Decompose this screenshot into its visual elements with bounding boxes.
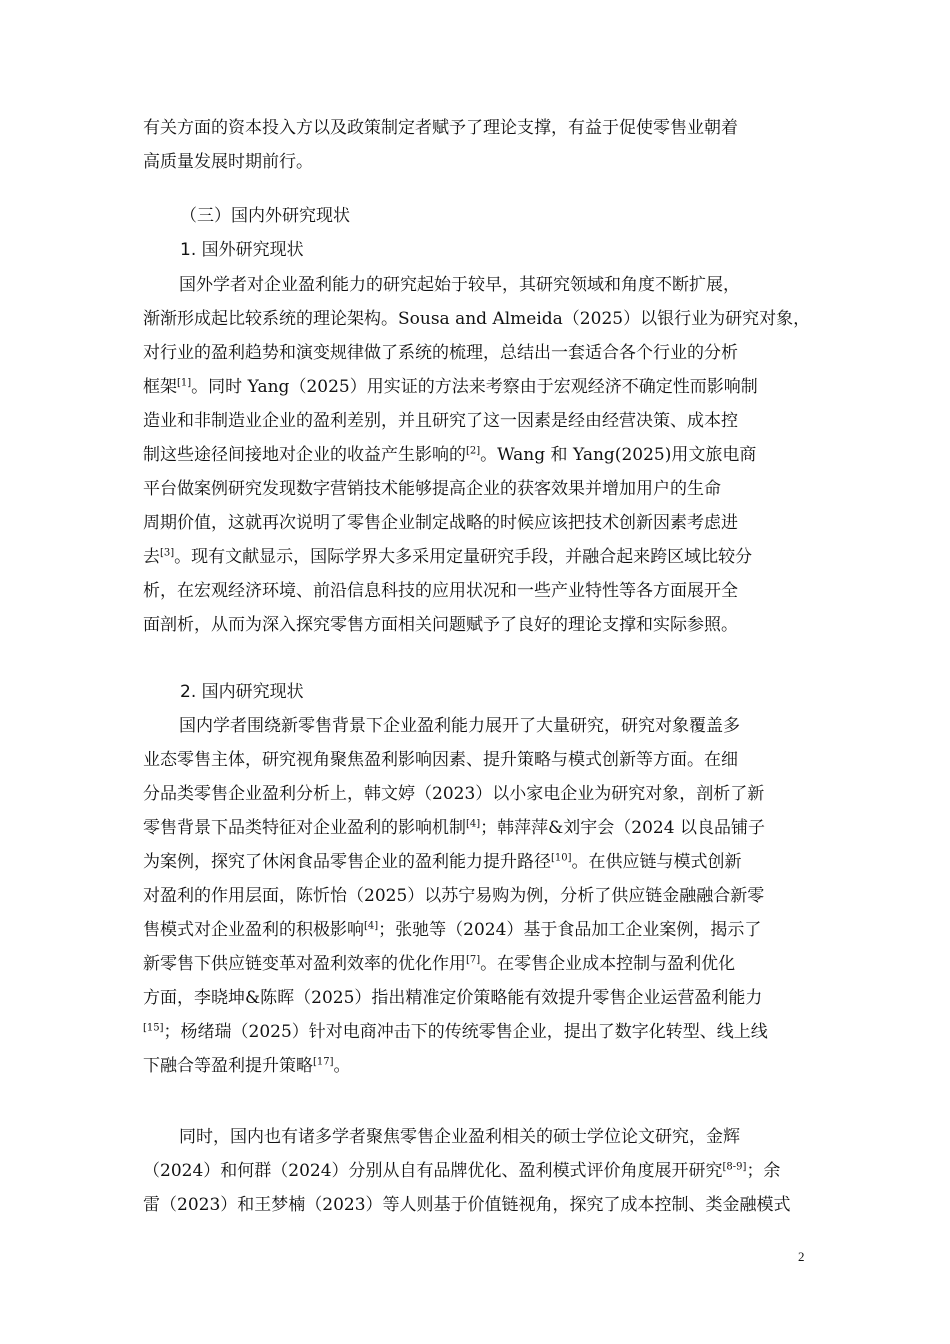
citation-mark: [1]: [177, 377, 192, 389]
text-line: 周期价值，这就再次说明了零售企业制定战略的时候应该把技术创新因素考虑进: [143, 513, 738, 533]
text-line: 方面，李晓坤&陈晖（2025）指出精准定价策略能有效提升零售企业运营盈利能力: [143, 988, 763, 1008]
text-line: 框架[1]。同时 Yang（2025）用实证的方法来考察由于宏观经济不确定性而影响制: [143, 377, 758, 397]
text-line: 国外学者对企业盈利能力的研究起始于较早，其研究领域和角度不断扩展，: [179, 275, 740, 295]
text-line: 制这些途径间接地对企业的收益产生影响的[2]。Wang 和 Yang(2025)用文旅电商: [143, 445, 757, 465]
page-number: 2: [798, 1249, 805, 1264]
text-line: 雷（2023）和王梦楠（2023）等人则基于价值链视角，探究了成本控制、类金融模式: [143, 1195, 791, 1215]
text-line: 有关方面的资本投入方以及政策制定者赋予了理论支撑，有益于促使零售业朝着: [143, 118, 738, 138]
text-line: 下融合等盈利提升策略[17]。: [143, 1056, 351, 1076]
subsection-heading-domestic: 2. 国内研究现状: [180, 682, 304, 702]
text-line: 面剖析，从而为深入探究零售方面相关问题赋予了良好的理论支撑和实际参照。: [143, 615, 738, 635]
text-line: 同时，国内也有诸多学者聚焦零售企业盈利相关的硕士学位论文研究，金辉: [179, 1127, 740, 1147]
text-line: 去[3]。现有文献显示，国际学界大多采用定量研究手段，并融合起来跨区域比较分: [143, 547, 753, 567]
citation-mark: [4]: [466, 818, 481, 830]
citation-mark: [17]: [313, 1056, 334, 1068]
intro-paragraph: [143, 111, 815, 179]
thesis-research-paragraph: [143, 1120, 815, 1222]
text-line: 零售背景下品类特征对企业盈利的影响机制[4]；韩萍萍&刘宇会（2024 以良品铺子: [143, 818, 765, 838]
text-line: 国内学者围绕新零售背景下企业盈利能力展开了大量研究，研究对象覆盖多: [179, 716, 740, 736]
text-line: 售模式对企业盈利的积极影响[4]；张驰等（2024）基于食品加工企业案例，揭示了: [143, 920, 762, 940]
citation-mark: [2]: [466, 445, 481, 457]
text-line: 平台做案例研究发现数字营销技术能够提高企业的获客效果并增加用户的生命: [143, 479, 721, 499]
citation-mark: [8-9]: [722, 1161, 747, 1173]
foreign-research-paragraph: [143, 268, 815, 642]
text-line: 析，在宏观经济环境、前沿信息科技的应用状况和一些产业特性等各方面展开全: [143, 581, 738, 601]
text-line: 高质量发展时期前行。: [143, 152, 313, 172]
subsection-heading-foreign: 1. 国外研究现状: [180, 240, 304, 260]
citation-mark: [4]: [364, 920, 379, 932]
text-line: 为案例，探究了休闲食品零售企业的盈利能力提升路径[10]。在供应链与模式创新: [143, 852, 742, 872]
domestic-research-paragraph: [143, 709, 815, 1083]
text-line: 对行业的盈利趋势和演变规律做了系统的梳理，总结出一套适合各个行业的分析: [143, 343, 738, 363]
text-line: 渐渐形成起比较系统的理论架构。Sousa and Almeida（2025）以银行业为研究对象，: [143, 309, 811, 329]
text-line: [15]；杨绪瑞（2025）针对电商冲击下的传统零售企业，提出了数字化转型、线上线: [143, 1022, 768, 1042]
text-line: （2024）和何群（2024）分别从自有品牌优化、盈利模式评价角度展开研究[8-9]；余: [143, 1161, 781, 1181]
text-line: 分品类零售企业盈利分析上，韩文婷（2023）以小家电企业为研究对象，剖析了新: [143, 784, 765, 804]
text-line: 新零售下供应链变革对盈利效率的优化作用[7]。在零售企业成本控制与盈利优化: [143, 954, 736, 974]
citation-mark: [10]: [551, 852, 572, 864]
citation-mark: [3]: [160, 547, 175, 559]
citation-mark: [7]: [466, 954, 481, 966]
citation-mark: [15]: [143, 1022, 164, 1034]
text-line: 造业和非制造业企业的盈利差别，并且研究了这一因素是经由经营决策、成本控: [143, 411, 738, 431]
text-line: 对盈利的作用层面，陈忻怡（2025）以苏宁易购为例，分析了供应链金融融合新零: [143, 886, 765, 906]
section-heading: （三）国内外研究现状: [180, 206, 350, 226]
text-line: 业态零售主体，研究视角聚焦盈利影响因素、提升策略与模式创新等方面。在细: [143, 750, 738, 770]
